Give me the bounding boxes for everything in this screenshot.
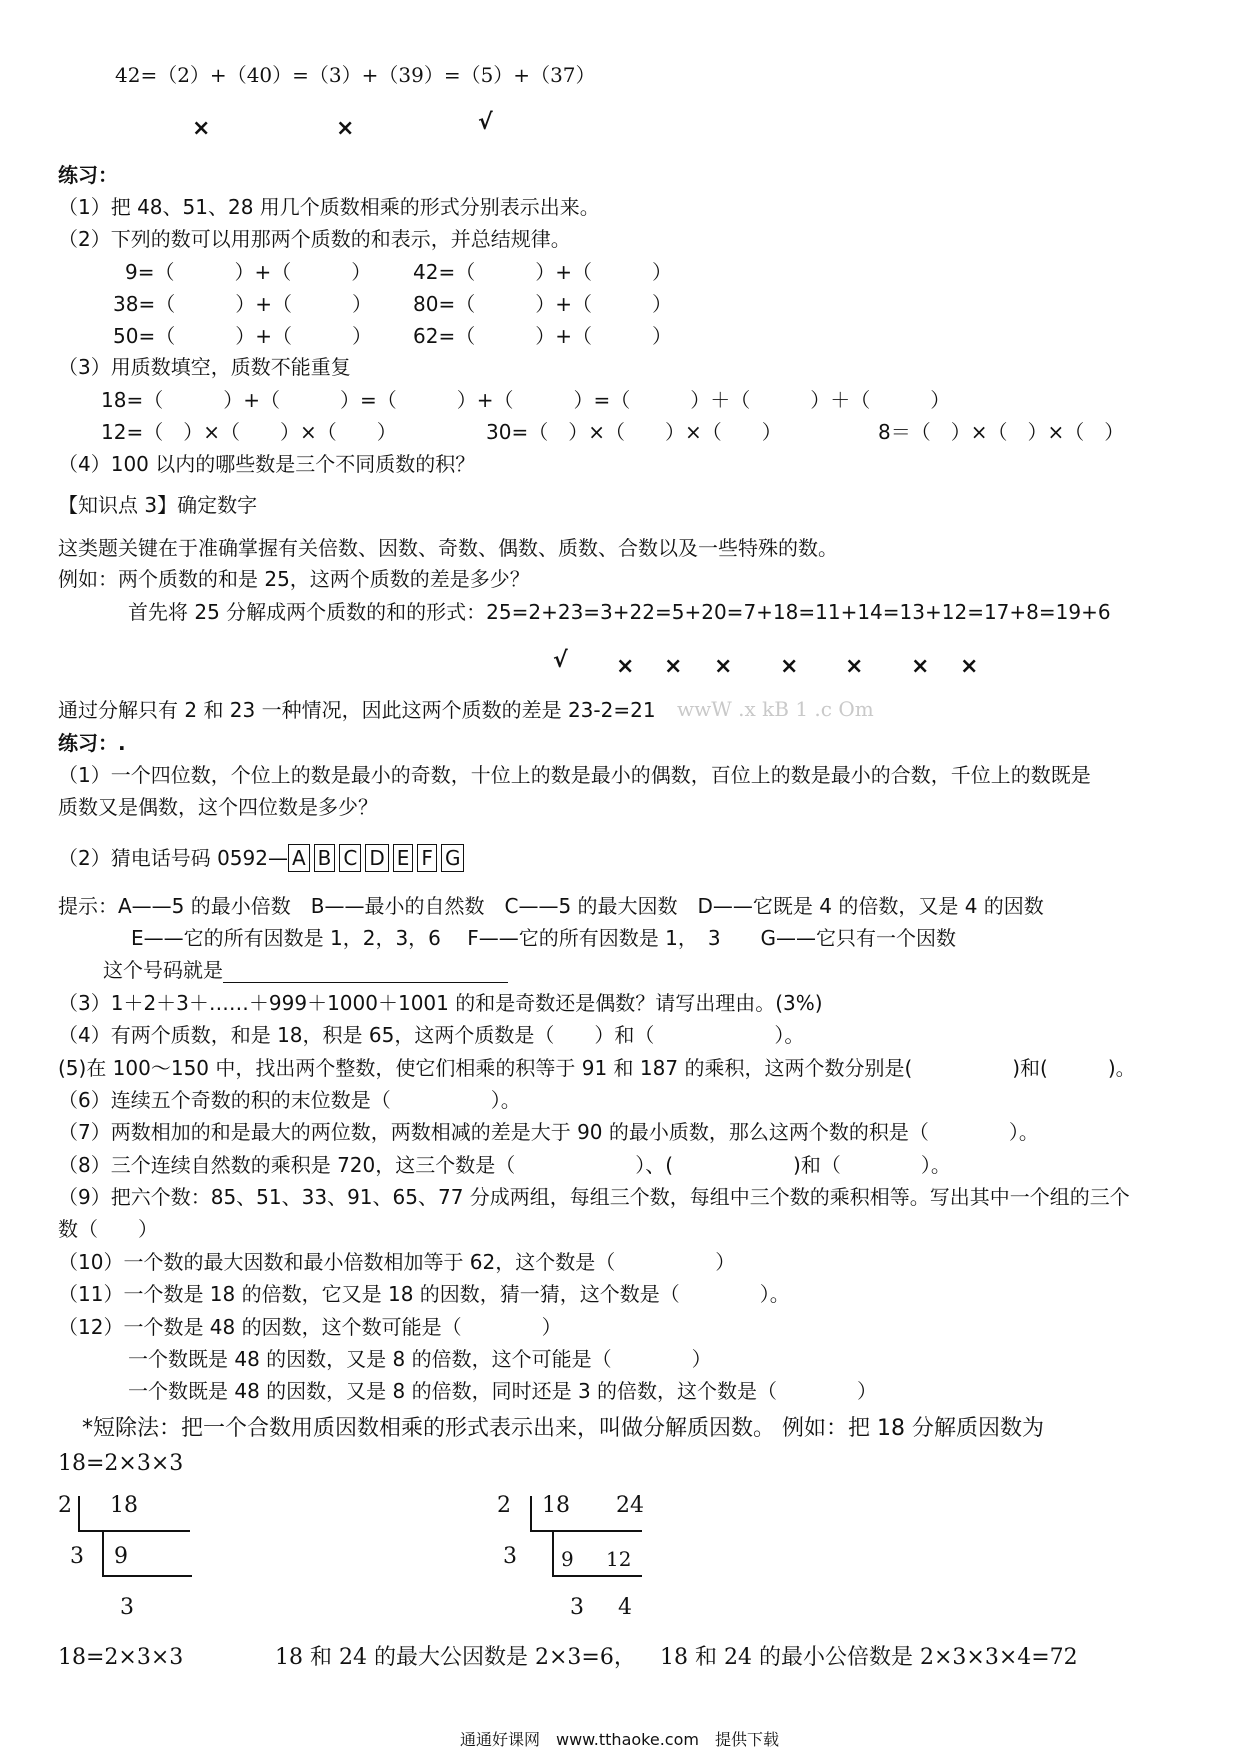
knowledge-point-heading: 【知识点 3】确定数字	[58, 493, 258, 517]
answer-line	[103, 957, 508, 983]
cross-mark: ×	[192, 116, 211, 141]
cross-mark: ×	[780, 654, 799, 679]
phone-box: B	[314, 844, 336, 872]
divisor: 3	[70, 1544, 84, 1569]
phone-label: （2）猜电话号码 0592—	[58, 846, 288, 870]
conclusion: 通过分解只有 2 和 23 一种情况，因此这两个质数的差是 23-2=21	[58, 698, 656, 722]
divisor: 2	[58, 1493, 72, 1518]
division-bar	[102, 1532, 104, 1575]
question: （12）一个数是 48 的因数，这个数可能是（ ）	[58, 1315, 562, 1339]
practice-title: 练习：	[58, 163, 118, 187]
answer-blank	[223, 962, 508, 983]
question: 数（ ）	[58, 1217, 158, 1241]
dividend: 9	[561, 1547, 574, 1571]
quotient: 3	[570, 1595, 584, 1620]
cross-mark: ×	[960, 654, 979, 679]
question: （6）连续五个奇数的积的末位数是（ ）。	[58, 1088, 521, 1112]
question: （3）用质数填空，质数不能重复	[58, 355, 351, 379]
question: 一个数既是 48 的因数，又是 8 的倍数，这个可能是（ ）	[128, 1347, 712, 1371]
division-bar	[78, 1496, 80, 1530]
question: （4）100 以内的哪些数是三个不同质数的积？	[58, 452, 476, 476]
divisor: 3	[503, 1544, 517, 1569]
question: （8）三个连续自然数的乘积是 720，这三个数是（ ）、( )和（ ）。	[58, 1153, 951, 1177]
hint: E——它的所有因数是 1，2，3，6 F——它的所有因数是 1， 3 G——它只有一个因数	[131, 926, 957, 950]
hint: 提示：A——5 的最小倍数 B——最小的自然数 C——5 的最大因数 D——它既是 4 的倍数，又是 4 的因数	[58, 894, 1044, 918]
cross-mark: ×	[336, 116, 355, 141]
phone-box: F	[417, 844, 437, 872]
phone-box: G	[441, 844, 465, 872]
question: （10）一个数的最大因数和最小倍数相加等于 62，这个数是（ ）	[58, 1250, 736, 1274]
result: 18 和 24 的最大公因数是 2×3=6，	[275, 1645, 636, 1670]
result: 18=2×3×3	[58, 1645, 184, 1670]
result: 18 和 24 的最小公倍数是 2×3×3×4=72	[660, 1645, 1078, 1670]
division-bar	[552, 1532, 554, 1575]
example-step: 首先将 25 分解成两个质数的和的形式：25=2+23=3+22=5+20=7+18=11+14=13+12=17+8=19+6	[128, 600, 1111, 624]
watermark: wwW .x kB 1 .c Om	[677, 697, 874, 721]
cross-mark: ×	[664, 654, 683, 679]
fill-in-line: 42=（ ）+（ ）	[413, 260, 672, 284]
fill-in-line: 80=（ ）+（ ）	[413, 292, 672, 316]
fill-in-line: 38=（ ）+（ ）	[113, 292, 372, 316]
question: 一个数既是 48 的因数，又是 8 的倍数，同时还是 3 的倍数，这个数是（ ）	[128, 1379, 878, 1403]
question: （9）把六个数：85、51、33、91、65、77 分成两组，每组三个数，每组中三个数的乘积相等。写出其中一个组的三个	[58, 1185, 1130, 1209]
dividend: 9	[114, 1544, 128, 1569]
phone-box: C	[339, 844, 361, 872]
question: （1）一个四位数，个位上的数是最小的奇数，十位上的数是最小的偶数，百位上的数是最小的合数，千位上的数既是	[58, 763, 1091, 787]
answer-label: 这个号码就是	[103, 958, 223, 982]
dividend: 12	[606, 1547, 632, 1571]
example-question: 例如：两个质数的和是 25，这两个质数的差是多少？	[58, 567, 530, 591]
fill-in-line: 62=（ ）+（ ）	[413, 324, 672, 348]
dividend: 18	[110, 1493, 138, 1518]
fill-in-line: 50=（ ）+（ ）	[113, 324, 372, 348]
divisor: 2	[497, 1493, 511, 1518]
fill-in-line: 12=（ ）×（ ）×（ ）	[101, 420, 397, 444]
question: （2）下列的数可以用那两个质数的和表示，并总结规律。	[58, 227, 571, 251]
phone-question	[58, 844, 468, 872]
cross-mark: ×	[714, 654, 733, 679]
footer-text: 通通好课网 www.tthaoke.com 提供下载	[460, 1730, 779, 1749]
fill-in-line: 30=（ ）×（ ）×（ ）	[486, 420, 782, 444]
fill-in-line: 18=（ ）+（ ）=（ ）+（ ）=（ ）＋（ ）＋（ ）	[101, 388, 951, 412]
division-bar	[78, 1530, 190, 1532]
division-bar	[552, 1575, 642, 1577]
question: （3）1＋2＋3＋……＋999＋1000＋1001 的和是奇数还是偶数？请写出理由。(3%)	[58, 991, 823, 1015]
check-mark: √	[478, 110, 493, 135]
question: （4）有两个质数，和是 18，积是 65，这两个质数是（ ）和（ ）。	[58, 1023, 805, 1047]
dividend: 24	[616, 1493, 644, 1518]
phone-box: A	[288, 844, 310, 872]
sum-line: 42=（2）+（40）=（3）+（39）=（5）+（37）	[115, 63, 596, 87]
paragraph: 这类题关键在于准确掌握有关倍数、因数、奇数、偶数、质数、合数以及一些特殊的数。	[58, 536, 838, 560]
phone-box: E	[393, 844, 414, 872]
check-mark: √	[553, 648, 568, 673]
question: (5)在 100～150 中，找出两个整数，使它们相乘的积等于 91 和 187 的乘积，这两个数分别是( )和( )。	[58, 1056, 1136, 1080]
quotient: 4	[618, 1595, 632, 1620]
short-division-example: 18=2×3×3	[58, 1451, 184, 1476]
practice-title: 练习：.	[58, 731, 126, 755]
question: 质数又是偶数，这个四位数是多少？	[58, 795, 378, 819]
dividend: 18	[542, 1493, 570, 1518]
question: （1）把 48、51、28 用几个质数相乘的形式分别表示出来。	[58, 195, 600, 219]
division-bar	[102, 1575, 192, 1577]
question: （7）两数相加的和是最大的两位数，两数相减的差是大于 90 的最小质数，那么这两个数的积是（ ）。	[58, 1120, 1039, 1144]
phone-box: D	[365, 844, 388, 872]
fill-in-line: 9=（ ）+（ ）	[125, 260, 372, 284]
quotient: 3	[120, 1595, 134, 1620]
fill-in-line: 8＝（ ）×（ ）×（ ）	[878, 420, 1125, 444]
cross-mark: ×	[911, 654, 930, 679]
cross-mark: ×	[845, 654, 864, 679]
division-bar	[530, 1530, 642, 1532]
division-bar	[530, 1496, 532, 1530]
question: （11）一个数是 18 的倍数，它又是 18 的因数，猜一猜，这个数是（ ）。	[58, 1282, 790, 1306]
short-division-text: *短除法：把一个合数用质因数相乘的形式表示出来，叫做分解质因数。 例如：把 18 分解质因数为	[82, 1416, 1044, 1441]
cross-mark: ×	[616, 654, 635, 679]
